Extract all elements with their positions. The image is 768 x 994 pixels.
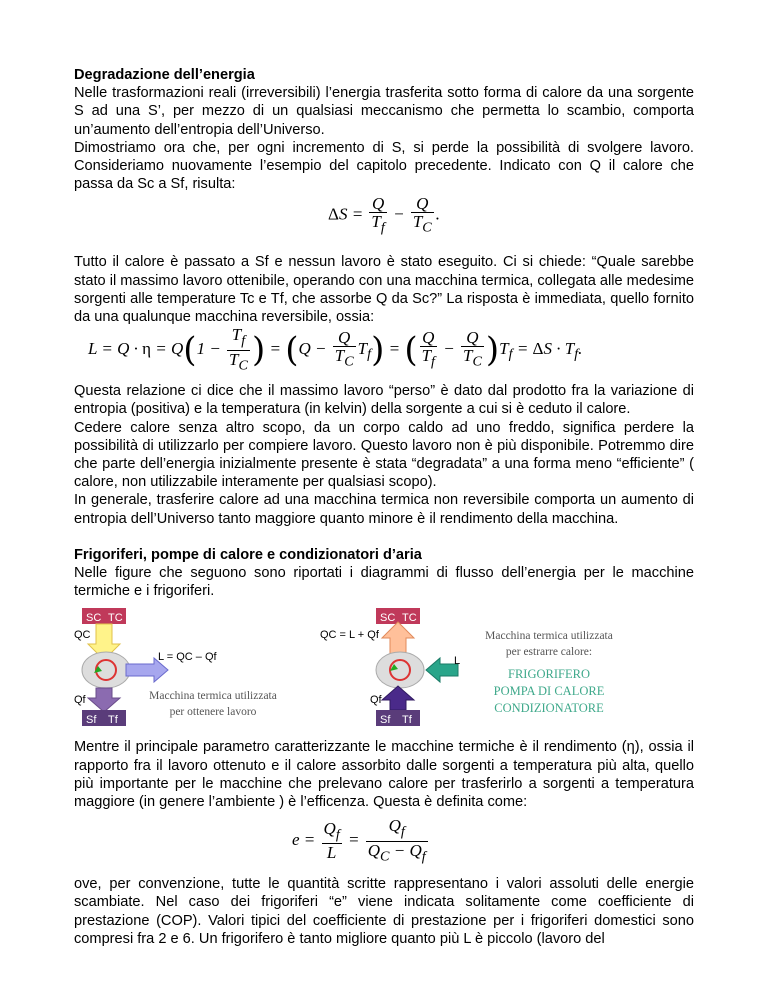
paragraph: Cedere calore senza altro scopo, da un corpo caldo ad uno freddo, significa perdere la possibilità di utilizzarlo per compiere lavoro. Questo lavoro non è più disponibile. Potremmo dire che parte dell’energia inizialmente presente è stata “degradata” a una forma meno “efficiente” ( calore, non utilizzabile interamente per qualsiasi scopo). <box>74 419 694 491</box>
label-qf: Qf <box>74 694 86 707</box>
label-work: L = QC – Qf <box>158 651 217 664</box>
document-page <box>74 66 694 948</box>
label-sf: Sf <box>86 714 97 727</box>
label-qc: QC <box>74 629 91 642</box>
label-tc: TC <box>108 612 123 625</box>
paragraph: ove, per convenzione, tutte le quantità scritte rappresentano i valori assoluti delle energie scambiate. Nel caso dei frigoriferi “e” viene indicata solitamente come coefficiente di prestazione (COP). Valori tipici del coefficiente di prestazione per i frigoriferi domestici sono compresi fra 2 e 6. Un frigorifero è tanto migliore quanto più L è piccolo (lavoro del <box>74 876 694 947</box>
equation-entropy: ΔS = $\frac{Q}{T_f}$ − $\frac{Q}{T_C}$ . <box>328 194 440 236</box>
label-sf: Sf <box>380 714 391 727</box>
label-tf: Tf <box>402 714 412 727</box>
label-tf: Tf <box>108 714 118 727</box>
section-title: Frigoriferi, pompe di calore e condizionatori d’aria <box>74 546 422 563</box>
energy-flow-diagrams <box>74 608 694 726</box>
paragraph: Nelle figure che seguono sono riportati i diagrammi di flusso dell’energia per le macchine termiche e i frigoriferi. <box>74 565 694 600</box>
paragraph: Nelle trasformazioni reali (irreversibili) l’energia trasferita sotto forma di calore da una sorgente S ad una S’, per mezzo di un qualsiasi meccanismo che permetta lo scambio, comporta un’aumento dell’entropia dell’Universo. <box>74 85 694 138</box>
label-work: L <box>454 655 461 668</box>
paragraph: Dimostriamo ora che, per ogni incremento di S, si perde la possibilità di svolgere lavoro. Consideriamo nuovamente l’esempio del capitolo precedente. Indicato con Q il calore che passa da Sc a Sf, risulta: <box>74 139 694 193</box>
equation-efficiency: e = $\frac{Q_f}{L}$ = $\frac{Q_f}{Q_C - Q_f}$ <box>292 816 426 865</box>
paragraph: Tutto il calore è passato a Sf e nessun lavoro è stato eseguito. Ci si chiede: “Quale sarebbe stato il massimo lavoro ottenibile, operando con una macchina termica, collegata alle medesime sorgenti alle temperature Tc e Tf, che assorbe Q da Sc?” La risposta è immediata, quello fornito da una qualunque macchina reversibile, ossia: <box>74 254 694 326</box>
label-sc: SC <box>86 612 102 625</box>
equation-work: L = Q · η = Q(1 − $\frac{T_f}{T_C}$ ) = (Q − $\frac{Q}{T_C}$ $T_f$) = ( $\frac{Q}{T_f}$ − $\frac{Q}{T_C}$ )$T_f = \Delta S \cdot T_f$. <box>88 325 583 374</box>
machine-list: FRIGORIFERO POMPA DI CALORE CONDIZIONATORE <box>493 667 605 716</box>
label-qc: QC = L + Qf <box>320 629 379 642</box>
paragraph: Mentre il principale parametro caratterizzante le macchine termiche è il rendimento (η), ossia il rapporto fra il lavoro ottenuto e il calore assorbito dalle sorgenti a temperatura più alta, quello più importante per le macchine che prelevano calore per trasferirlo a sorgenti a temperatura maggiore (in genere l’ambiente ) è l’efficenza. Questa è definita come: <box>74 739 694 811</box>
paragraph: In generale, trasferire calore ad una macchina termica non reversibile comporta un aumento di entropia dell’Universo tanto maggiore quanto minore è il rendimento della macchina. <box>74 492 694 527</box>
caption-heat-engine: Macchina termica utilizzata per ottenere lavoro <box>149 690 277 719</box>
label-tc: TC <box>402 612 417 625</box>
section-title: Degradazione dell’energia <box>74 67 255 83</box>
label-sc: SC <box>380 612 396 625</box>
label-qf: Qf <box>370 694 382 707</box>
caption-refrigerator: Macchina termica utilizzata per estrarre calore: <box>485 630 613 659</box>
paragraph: Questa relazione ci dice che il massimo lavoro “perso” è dato dal prodotto fra la variazione di entropia (positiva) e la temperatura (in kelvin) della sorgente a cui si è ceduto il calore. <box>74 383 694 418</box>
